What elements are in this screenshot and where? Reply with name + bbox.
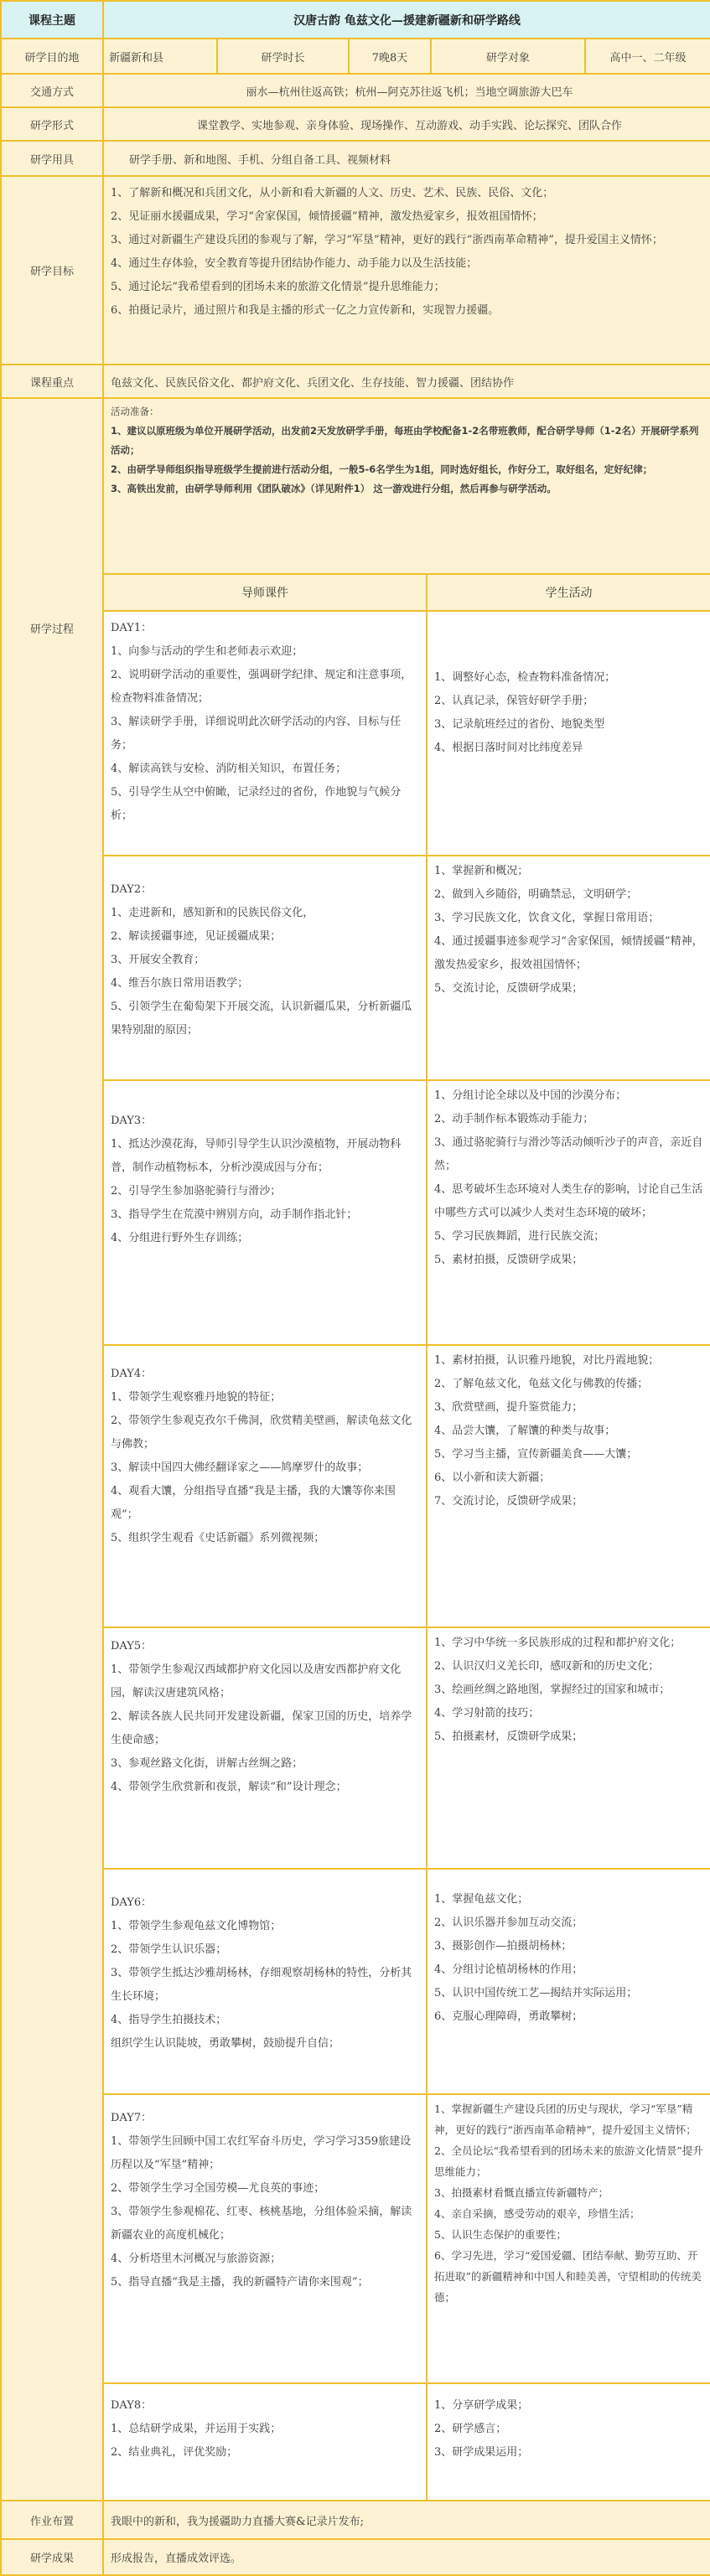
- day-item: 7、交流讨论，反馈研学成果；: [434, 1495, 583, 1508]
- day-item: 5、交流讨论，反馈研学成果；: [434, 982, 583, 995]
- day-item: 4、亲自采摘，感受劳动的艰辛，珍惜生活；: [434, 2207, 640, 2220]
- day-item: 5、组织学生观看《史话新疆》系列微视频；: [111, 1532, 325, 1544]
- day-item: 3、通过骆驼骑行与滑沙等活动倾听沙子的声音，亲近自然；: [434, 1136, 703, 1172]
- day-item: 2、带领学生学习全国劳模—尤良英的事迹；: [111, 2182, 325, 2195]
- process-label: 研学过程: [2, 399, 104, 856]
- day-item: 2、说明研学活动的重要性，强调研学纪律、规定和注意事项，检查物料准备情况；: [111, 669, 412, 705]
- day-item: 2、解读各族人民共同开发建设新疆，保家卫国的历史，培养学生使命感；: [111, 1710, 412, 1746]
- goals-label: 研学目标: [2, 177, 104, 365]
- goal-item: 3、通过对新疆生产建设兵团的参观与了解，学习“军垦”精神，更好的践行“浙西南革命精神”，提升爱国主义情怀；: [111, 234, 663, 246]
- day4-guide: [104, 1346, 428, 1628]
- day-item: 1、带领学生观察雅丹地貌的特征；: [111, 1391, 282, 1404]
- day-item: DAY8：: [111, 2399, 153, 2412]
- day-item: 3、记录航班经过的省份、地貌类型: [434, 718, 605, 731]
- preparation: [104, 399, 710, 575]
- day2-student: [428, 856, 710, 1081]
- day-item: DAY7：: [111, 2112, 153, 2124]
- supplies-value: 研学手册、新和地图、手机、分组自备工具、视频材料: [104, 142, 710, 177]
- day-item: 3、学习民族文化，饮食文化，掌握日常用语；: [434, 912, 660, 924]
- day-item: 1、分享研学成果；: [434, 2399, 529, 2412]
- day-item: 1、抵达沙漠花海，导师引导学生认识沙漠植物，开展动物科普，制作动植物标本，分析沙漠成因与分布；: [111, 1138, 402, 1174]
- topic-value: 汉唐古韵 龟兹文化—援建新疆新和研学路线: [104, 2, 710, 39]
- day-item: 5、引领学生在葡萄架下开展交流，认识新疆瓜果，分析新疆瓜果特别甜的原因；: [111, 1001, 412, 1037]
- day-item: 6、学习先进，学习“爱国爱疆、团结奉献、勤劳互助、开拓进取”的新疆精神和中国人和睦美善，守望相助的传统美德；: [434, 2249, 702, 2304]
- col-header-student: 学生活动: [428, 575, 710, 612]
- audience-value: 高中一、二年级: [586, 39, 710, 75]
- day7-guide: [104, 2095, 428, 2384]
- day-item: DAY4：: [111, 1368, 153, 1380]
- day8-guide: [104, 2384, 428, 2501]
- prep-title: 活动准备：: [111, 406, 159, 417]
- format-value: 课堂教学、实地参观、亲身体验、现场操作、互动游戏、动手实践、论坛探究、团队合作: [104, 108, 710, 142]
- day-item: 1、总结研学成果，并运用于实践；: [111, 2423, 282, 2435]
- day-item: 2、做到入乡随俗，明确禁忌，文明研学；: [434, 888, 638, 901]
- col-header-guide: 导师课件: [104, 575, 428, 612]
- day-item: 3、拍摄素材看慨直播宣传新疆特产；: [434, 2186, 609, 2199]
- goal-item: 2、见证丽水援疆成果，学习“舍家保国，倾情援疆”精神，激发热爱家乡，报效祖国情怀；: [111, 210, 543, 223]
- goal-item: 4、通过生存体验，安全教育等提升团结协作能力、动手能力以及生活技能；: [111, 257, 478, 270]
- transport-value: 丽水—杭州往返高铁；杭州—阿克苏往返飞机；当地空调旅游大巴车: [104, 75, 710, 108]
- day1-student: [428, 612, 710, 856]
- prep-item: 1、建议以原班级为单位开展研学活动，出发前2天发放研学手册，每班由学校配备1-2名带班教师，配合研学导师（1-2名）开展研学系列活动；: [111, 425, 699, 456]
- day-item: 2、引导学生参加骆驼骑行与滑沙；: [111, 1185, 282, 1197]
- day-item: 1、素材拍摄，认识雅丹地貌，对比丹霞地貌；: [434, 1354, 660, 1367]
- day-item: 5、学习当主播，宣传新疆美食——大馕；: [434, 1448, 638, 1461]
- day-item: 1、掌握龟兹文化；: [434, 1893, 529, 1906]
- day-item: 4、解读高铁与安检、消防相关知识，布置任务；: [111, 763, 347, 775]
- focus-label: 课程重点: [2, 365, 104, 399]
- day-item: 3、指导学生在荒漠中辨别方向，动手制作指北针；: [111, 1208, 358, 1221]
- day-item: 1、带领学生参观汉西域都护府文化园以及唐安西都护府文化园，解读汉唐建筑风格；: [111, 1663, 402, 1699]
- day-item: 3、带领学生抵达沙雅胡杨林，存细观察胡杨林的特性，分析其生长环境；: [111, 1967, 412, 2003]
- day8-student: [428, 2384, 710, 2501]
- day-item: DAY3：: [111, 1115, 153, 1127]
- day3-guide: [104, 1081, 428, 1346]
- day-item: DAY5：: [111, 1640, 153, 1653]
- day-item: 4、分析塔里木河概况与旅游资源；: [111, 2253, 282, 2265]
- day-item: 5、认识生态保护的重要性；: [434, 2228, 567, 2241]
- day-item: 3、参观丝路文化街，讲解古丝绸之路；: [111, 1757, 303, 1770]
- day-item: 3、摄影创作—拍摄胡杨林；: [434, 1940, 573, 1953]
- homework-label: 作业布置: [2, 2501, 104, 2540]
- results-label: 研学成果: [2, 2540, 104, 2574]
- day-item: 4、分组讨论植胡杨林的作用；: [434, 1963, 583, 1976]
- day1-guide: [104, 612, 428, 856]
- day-item: 2、认识乐器并参加互动交流；: [434, 1916, 583, 1929]
- format-label: 研学形式: [2, 108, 104, 142]
- goal-item: 1、了解新和概况和兵团文化，从小新和看大新疆的人文、历史、艺术、民族、民俗、文化；: [111, 187, 554, 199]
- goal-item: 5、通过论坛“我希望看到的团场未来的旅游文化情景”提升思维能力；: [111, 281, 445, 293]
- day-item: 1、学习中华统一多民族形成的过程和都护府文化；: [434, 1637, 681, 1649]
- day-item: DAY6：: [111, 1896, 153, 1909]
- day-item: 4、分组进行野外生存训练；: [111, 1232, 249, 1244]
- day-item: 2、全员论坛“我希望看到的团场未来的旅游文化情景”提升思维能力；: [434, 2144, 703, 2178]
- focus-value: 龟兹文化、民族民俗文化、都护府文化、兵团文化、生存技能、智力援疆、团结协作: [104, 365, 710, 399]
- day-item: 5、引导学生从空中俯瞰，记录经过的省份，作地貌与气候分析；: [111, 786, 402, 822]
- day4-student: [428, 1346, 710, 1628]
- day-item: 5、素材拍摄，反馈研学成果；: [434, 1254, 583, 1266]
- goals-list: [104, 177, 710, 365]
- day-item: 6、克服心理障碍，勇敢攀树；: [434, 2010, 583, 2023]
- day3-student: [428, 1081, 710, 1346]
- day-item: 3、绘画丝绸之路地图，掌握经过的国家和城市；: [434, 1684, 671, 1696]
- day7-student: [428, 2095, 710, 2384]
- day-item: 2、结业典礼，评优奖励；: [111, 2446, 238, 2459]
- day-item: 2、带领学生认识乐器；: [111, 1943, 227, 1956]
- day-item: 2、带领学生参观克孜尔千佛洞，欣赏精美壁画，解读龟兹文化与佛教；: [111, 1415, 412, 1451]
- day-item: 3、开展安全教育；: [111, 954, 205, 966]
- transport-label: 交通方式: [2, 75, 104, 108]
- day-item: 4、观看大馕，分组指导直播“我是主播，我的大馕等你来围观”；: [111, 1485, 396, 1521]
- prep-item: 3、高铁出发前，由研学导师利用《团队破冰》（详见附件1） 这一游戏进行分组，然后再参与研学活动。: [111, 483, 557, 494]
- day-item: DAY2：: [111, 883, 153, 896]
- destination-value: 新疆新和县: [104, 39, 218, 75]
- day-item: 1、带领学生回顾中国工农红军奋斗历史，学习学习359旅建设历程以及“军垦”精神；: [111, 2135, 412, 2171]
- day-item: 组织学生认识陡坡，勇敢攀树，鼓励提升自信；: [111, 2037, 340, 2050]
- day6-student: [428, 1870, 710, 2095]
- day-item: 4、维吾尔族日常用语教学；: [111, 977, 249, 990]
- day-item: 4、带领学生欣赏新和夜景，解读“和”设计理念；: [111, 1781, 347, 1793]
- day-item: 2、动手制作标本锻炼动手能力；: [434, 1113, 594, 1125]
- day-item: 3、解读中国四大佛经翻译家之——鸠摩罗什的故事；: [111, 1461, 369, 1474]
- topic-label: 课程主题: [2, 2, 104, 39]
- day-item: 2、解读援疆事迹，见证援疆成果；: [111, 930, 282, 943]
- day-item: 5、拍摄素材，反馈研学成果；: [434, 1730, 583, 1743]
- day-item: 1、掌握新疆生产建设兵团的历史与现状，学习“军垦”精神，更好的践行“浙西南革命精神”，提升爱国主义情怀；: [434, 2103, 697, 2136]
- day-item: 1、走进新和，感知新和的民族民俗文化，: [111, 907, 314, 919]
- day-item: DAY1：: [111, 622, 153, 634]
- day-item: 1、向参与活动的学生和老师表示欢迎；: [111, 645, 303, 658]
- day-item: 4、根据日落时间对比纬度差异: [434, 742, 583, 754]
- results-value: 形成报告，直播成效评选。: [104, 2540, 710, 2574]
- homework-value: 我眼中的新和，我为援疆助力直播大赛&记录片发布;: [104, 2501, 710, 2540]
- day-item: 3、研学成果运用；: [434, 2446, 529, 2459]
- day-item: 5、指导直播“我是主播，我的新疆特产请你来围观”；: [111, 2276, 369, 2289]
- prep-item: 2、由研学导师组织指导班级学生提前进行活动分组，一般5-6名学生为1组，同时选好组长，作好分工，取好组名，定好纪律；: [111, 463, 653, 475]
- day-item: 2、认识汉归义羌长印，感叹新和的历史文化；: [434, 1660, 660, 1673]
- day-item: 4、品尝大馕，了解馕的种类与故事；: [434, 1425, 616, 1437]
- destination-label: 研学目的地: [2, 39, 104, 75]
- day-item: 1、调整好心态，检查物料准备情况；: [434, 671, 616, 684]
- audience-label: 研学对象: [432, 39, 586, 75]
- day-item: 5、认识中国传统工艺—揭结并实际运用；: [434, 1987, 638, 1999]
- goal-item: 6、拍摄记录片，通过照片和我是主播的形式一亿之力宣传新和，实现智力援疆。: [111, 304, 500, 317]
- process-label-cont: [2, 1628, 104, 2501]
- day-item: 1、带领学生参观龟兹文化博物馆；: [111, 1920, 282, 1932]
- day-item: 3、带领学生参观棉花、红枣、核桃基地，分组体验采摘，解读新疆农业的高度机械化；: [111, 2206, 412, 2242]
- supplies-label: 研学用具: [2, 142, 104, 177]
- day-item: 4、指导学生拍摄技术；: [111, 2014, 227, 2026]
- day-item: 2、研学感言；: [434, 2423, 507, 2435]
- day-item: 2、了解龟兹文化，龟兹文化与佛教的传播；: [434, 1378, 649, 1390]
- day-item: 2、认真记录，保管好研学手册；: [434, 695, 594, 707]
- duration-label: 研学时长: [218, 39, 350, 75]
- day-item: 3、欣赏壁画，提升鉴赏能力；: [434, 1401, 583, 1414]
- process-label-cont: [2, 856, 104, 1628]
- day6-guide: [104, 1870, 428, 2095]
- day-item: 5、学习民族舞蹈，进行民族交流；: [434, 1230, 605, 1243]
- day-item: 4、学习射箭的技巧；: [434, 1707, 540, 1720]
- day-item: 3、解读研学手册，详细说明此次研学活动的内容、目标与任务；: [111, 716, 402, 752]
- day5-guide: [104, 1628, 428, 1870]
- day2-guide: [104, 856, 428, 1081]
- day-item: 4、思考破坏生态环境对人类生存的影响，讨论自己生活中哪些方式可以减少人类对生态环境的破坏；: [434, 1183, 703, 1219]
- day-item: 6、以小新和读大新疆；: [434, 1472, 551, 1484]
- day5-student: [428, 1628, 710, 1870]
- duration-value: 7晚8天: [350, 39, 432, 75]
- day-item: 1、掌握新和概况；: [434, 865, 529, 877]
- day-item: 4、通过援疆事迹参观学习“舍家保国，倾情援疆”精神，激发热爱家乡，报效祖国情怀；: [434, 935, 703, 971]
- day-item: 1、分组讨论全球以及中国的沙漠分布；: [434, 1089, 627, 1102]
